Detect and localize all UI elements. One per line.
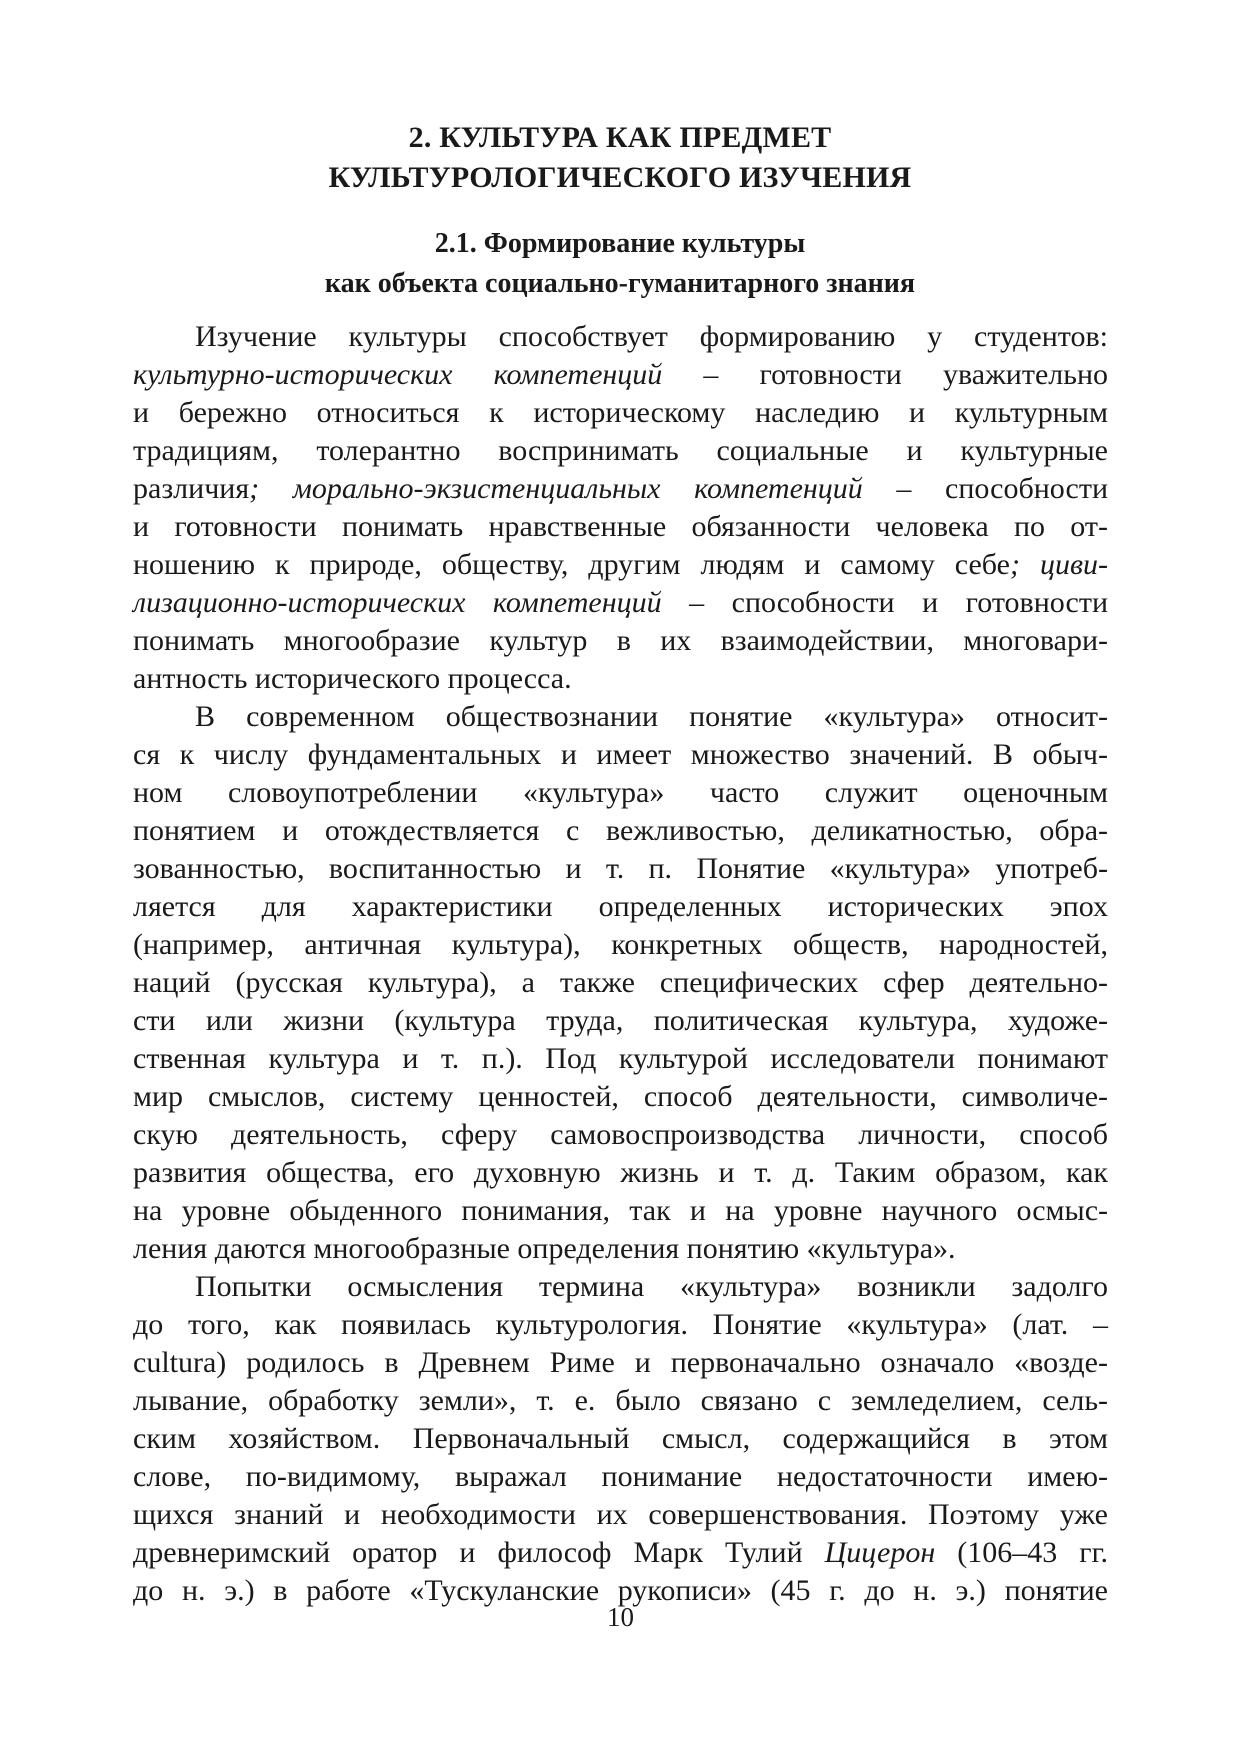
text-line: cultura) родилось в Древнем Риме и первоначально означало «возде- (133, 1346, 1108, 1379)
text-line: традициям, толерантно воспринимать социальные и культурные (133, 434, 1108, 467)
chapter-title-line-2: КУЛЬТУРОЛОГИЧЕСКОГО ИЗУЧЕНИЯ (328, 161, 912, 194)
text-line: ления даются многообразные определения понятию «культура». (133, 1232, 956, 1265)
text-line: понимать многообразие культур в их взаимодействии, многовари- (133, 624, 1108, 657)
text-run: различия (133, 472, 250, 505)
text-line (133, 356, 1108, 394)
text-line (133, 1534, 1108, 1572)
text-line: сти или жизни (культура труда, политическая культура, художе- (133, 1004, 1108, 1037)
text-line: и готовности понимать нравственные обязанности человека по от- (133, 510, 1108, 543)
text-line: слове, по-видимому, выражал понимание недостаточности имею- (133, 1460, 1108, 1493)
text-line: до того, как появилась культурология. Понятие «культура» (лат. – (133, 1308, 1108, 1341)
text-line: наций (русская культура), а также специфических сфер деятельно- (133, 966, 1108, 999)
text-line: Попытки осмысления термина «культура» возникли задолго (195, 1270, 1108, 1303)
text-line (133, 546, 1108, 584)
italic-term: лизационно-исторических компетенций (133, 586, 662, 619)
text-run: – способности (862, 472, 1109, 505)
text-line: ся к числу фундаментальных и имеет множество значений. В обыч- (133, 738, 1108, 771)
text-line: на уровне обыденного понимания, так и на уровне научного осмыс- (133, 1194, 1108, 1227)
body-text (133, 318, 1108, 1610)
text-line: мир смыслов, систему ценностей, способ деятельности, символиче- (133, 1080, 1108, 1113)
section-title (130, 224, 1110, 304)
section-title-line-1: 2.1. Формирование культуры (434, 228, 806, 259)
italic-term: культурно-исторических компетенций (133, 358, 663, 391)
text-run: – способности и готовности (661, 586, 1109, 619)
text-line: развития общества, его духовную жизнь и т. д. Таким образом, как (133, 1156, 1108, 1189)
text-run: – готовности уважительно (662, 358, 1108, 391)
text-line: ляется для характеристики определенных исторических эпох (133, 890, 1108, 923)
italic-term: ; морально-экзистенциальных компетенций (249, 472, 863, 505)
italic-term: Цицерон (824, 1536, 936, 1569)
text-line: антность исторического процесса. (133, 662, 572, 695)
italic-term: ; циви- (1010, 548, 1108, 581)
text-line: понятием и отождествляется с вежливостью, деликатностью, обра- (133, 814, 1108, 847)
text-line (133, 584, 1108, 622)
text-line (133, 470, 1108, 508)
text-line: до н. э.) в работе «Тускуланские рукописи» (45 г. до н. э.) понятие (133, 1574, 1108, 1607)
text-line: (например, античная культура), конкретных обществ, народностей, (133, 928, 1108, 961)
chapter-title-line-1: 2. КУЛЬТУРА КАК ПРЕДМЕТ (408, 121, 832, 154)
text-line: ским хозяйством. Первоначальный смысл, содержащийся в этом (133, 1422, 1108, 1455)
text-line: лывание, обработку земли», т. е. было связано с земледелием, сель- (133, 1384, 1108, 1417)
text-run: (106–43 гг. (935, 1536, 1108, 1569)
text-line: ственная культура и т. п.). Под культурой исследователи понимают (133, 1042, 1108, 1075)
text-line: скую деятельность, сферу самовоспроизводства личности, способ (133, 1118, 1108, 1151)
text-line: щихся знаний и необходимости их совершенствования. Поэтому уже (133, 1498, 1108, 1531)
section-title-line-2: как объекта социально-гуманитарного знания (324, 268, 916, 299)
text-line: зованностью, воспитанностью и т. п. Понятие «культура» употреб- (133, 852, 1108, 885)
text-line: Изучение культуры способствует формированию у студентов: (195, 320, 1108, 353)
text-run: древнеримский оратор и философ Марк Тулий (133, 1536, 825, 1569)
text-run: ношению к природе, обществу, другим людям и самому себе (133, 548, 1010, 581)
text-line: и бережно относиться к историческому наследию и культурным (133, 396, 1108, 429)
text-line: В современном обществознании понятие «культура» относит- (195, 700, 1108, 733)
chapter-title (130, 118, 1110, 198)
page-number: 10 (607, 1602, 634, 1632)
text-line: ном словоупотреблении «культура» часто служит оценочным (133, 776, 1108, 809)
